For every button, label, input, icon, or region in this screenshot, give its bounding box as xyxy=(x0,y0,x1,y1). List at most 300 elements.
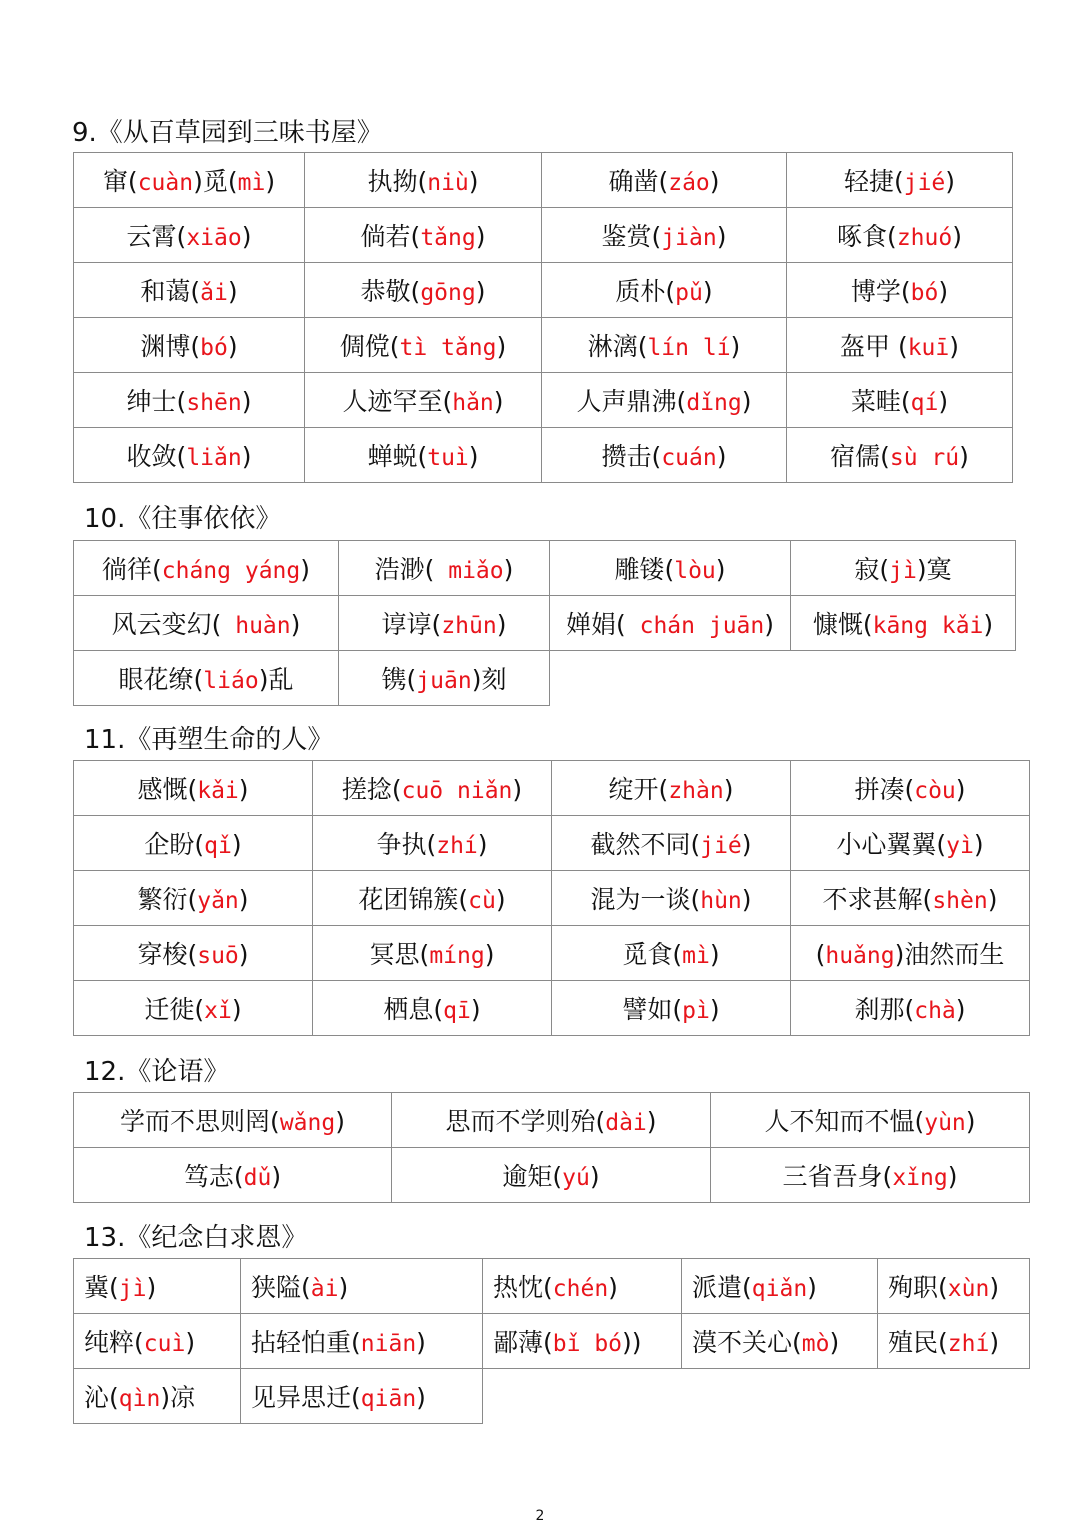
table-row xyxy=(74,318,1013,373)
section-title-9: 9.《从百草园到三味书屋》 xyxy=(72,118,383,148)
word-cell xyxy=(74,1148,392,1203)
paren: ( xyxy=(419,940,430,969)
paren: ) xyxy=(741,885,752,914)
paren: ) xyxy=(987,885,998,914)
word-cell xyxy=(552,816,791,871)
paren: ) xyxy=(231,995,242,1024)
paren: ) xyxy=(265,167,276,196)
pinyin: jì xyxy=(118,1276,147,1302)
pinyin: liáo xyxy=(203,668,259,694)
paren: ) xyxy=(955,775,966,804)
word-text: 狭隘 xyxy=(251,1273,302,1302)
paren: ( xyxy=(424,555,435,584)
word-text: 漠不关心 xyxy=(692,1328,793,1357)
table-row xyxy=(74,871,1030,926)
pinyin: qī xyxy=(443,998,471,1024)
word-text: 和蔼 xyxy=(140,277,191,306)
word-cell xyxy=(711,1148,1030,1203)
word-cell xyxy=(74,208,305,263)
paren: ) xyxy=(227,332,238,361)
paren: ( xyxy=(616,610,626,639)
paren: ) xyxy=(495,885,506,914)
word-text: 鄙薄 xyxy=(493,1328,544,1357)
paren: ( xyxy=(900,387,911,416)
paren: ) xyxy=(741,830,752,859)
word-cell xyxy=(241,1314,483,1369)
paren: ( xyxy=(431,610,442,639)
word-text: 学而不思则罔 xyxy=(120,1107,271,1136)
pinyin: xùn xyxy=(947,1276,990,1302)
paren: ) xyxy=(290,610,301,639)
pinyin: zhūn xyxy=(441,613,497,639)
paren: ) xyxy=(468,167,479,196)
pinyin: hùn xyxy=(700,888,742,914)
word-text: ) xyxy=(631,1328,642,1357)
word-cell xyxy=(791,981,1030,1036)
word-text: 繁衍 xyxy=(137,885,188,914)
word-cell xyxy=(483,1314,682,1369)
word-cell xyxy=(483,1259,682,1314)
paren: ( xyxy=(897,332,908,361)
word-text: 乱 xyxy=(268,665,294,694)
word-text: 寞 xyxy=(926,555,952,584)
word-cell xyxy=(305,263,542,318)
word-cell xyxy=(791,816,1030,871)
word-text: 穿梭 xyxy=(137,940,188,969)
pinyin: qí xyxy=(910,390,939,416)
word-text: 花团锦簇 xyxy=(358,885,459,914)
word-cell xyxy=(74,373,305,428)
word-cell xyxy=(791,596,1016,651)
word-text: 绽开 xyxy=(608,775,659,804)
word-cell xyxy=(552,871,791,926)
pinyin: cù xyxy=(468,888,496,914)
paren: ( xyxy=(410,222,421,251)
word-cell xyxy=(542,208,787,263)
paren: ) xyxy=(241,387,252,416)
pinyin: chà xyxy=(914,998,956,1024)
paren: ( xyxy=(904,775,915,804)
word-cell xyxy=(305,208,542,263)
pinyin: zhí xyxy=(947,1331,990,1357)
word-cell xyxy=(74,428,305,483)
word-cell xyxy=(787,318,1013,373)
paren: ) xyxy=(829,1328,840,1357)
paren: ) xyxy=(484,940,495,969)
pinyin: pǔ xyxy=(675,280,703,306)
paren: ( xyxy=(410,277,421,306)
pinyin: pì xyxy=(682,998,710,1024)
word-cell xyxy=(241,1259,483,1314)
pinyin: juān xyxy=(416,668,472,694)
paren: ( xyxy=(426,830,437,859)
paren: ) xyxy=(238,885,249,914)
word-text: 慷慨 xyxy=(812,610,863,639)
paren: ( xyxy=(651,222,662,251)
word-text: 宿儒 xyxy=(830,442,881,471)
word-cell xyxy=(339,651,550,706)
pinyin: yǎn xyxy=(197,888,239,914)
word-text: 刻 xyxy=(481,665,507,694)
table-row xyxy=(74,1369,1030,1424)
paren: ( xyxy=(882,1162,893,1191)
table-row xyxy=(74,153,1013,208)
paren: ( xyxy=(914,1107,925,1136)
word-text: 啄食 xyxy=(837,222,888,251)
paren: ( xyxy=(922,885,933,914)
paren: ) xyxy=(496,610,507,639)
word-text: 截然不同 xyxy=(590,830,691,859)
pinyin: jiàn xyxy=(661,225,717,251)
paren: ( xyxy=(904,995,915,1024)
paren: ( xyxy=(543,1273,553,1302)
paren: ) xyxy=(496,332,507,361)
word-text: 风云变幻 xyxy=(111,610,212,639)
paren: ( xyxy=(270,1107,280,1136)
word-text: 倜傥 xyxy=(339,332,390,361)
word-text: 窜 xyxy=(102,167,128,196)
paren: ) xyxy=(468,442,479,471)
paren: ) xyxy=(894,940,905,969)
pinyin: jié xyxy=(700,833,742,859)
paren: ( xyxy=(190,277,201,306)
paren: ) xyxy=(949,332,960,361)
word-cell xyxy=(787,153,1013,208)
pinyin: lín lí xyxy=(647,335,731,361)
section-title-11: 11.《再塑生命的人》 xyxy=(84,725,334,755)
table-row xyxy=(74,1259,1030,1314)
word-text: 凉 xyxy=(170,1383,196,1412)
table-row xyxy=(74,263,1013,318)
word-cell xyxy=(74,761,313,816)
paren: ) xyxy=(955,995,966,1024)
paren: ( xyxy=(900,277,911,306)
paren: ( xyxy=(938,1273,948,1302)
word-cell xyxy=(74,1093,392,1148)
word-cell xyxy=(552,926,791,981)
paren: ( xyxy=(676,387,687,416)
word-text: 确凿 xyxy=(608,167,659,196)
paren: ) xyxy=(730,332,741,361)
pinyin: huǎng xyxy=(825,943,895,969)
paren: ( xyxy=(651,442,662,471)
pinyin: niù xyxy=(427,170,469,196)
word-cell xyxy=(305,153,542,208)
word-cell xyxy=(542,153,787,208)
pinyin: tì tǎng xyxy=(399,335,497,361)
word-text: 质朴 xyxy=(615,277,666,306)
word-text: 搓捻 xyxy=(341,775,392,804)
word-cell xyxy=(305,318,542,373)
paren: ( xyxy=(417,167,428,196)
word-text: 见异思迁 xyxy=(251,1383,352,1412)
word-text: 菜畦 xyxy=(850,387,901,416)
paren: ( xyxy=(301,1273,311,1302)
paren: ) xyxy=(716,222,727,251)
paren: ) xyxy=(646,1107,657,1136)
word-cell xyxy=(313,761,552,816)
paren: ) xyxy=(938,277,949,306)
word-text: 觅 xyxy=(202,167,228,196)
word-cell xyxy=(787,263,1013,318)
pinyin: yú xyxy=(562,1165,590,1191)
pinyin: xǐ xyxy=(204,998,232,1024)
pinyin: qǐ xyxy=(204,833,232,859)
pinyin: zhàn xyxy=(668,778,724,804)
paren: ) xyxy=(741,387,752,416)
table-row xyxy=(74,541,1016,596)
word-text: 人迹罕至 xyxy=(342,387,443,416)
word-text: 徜徉 xyxy=(101,555,152,584)
paren: ( xyxy=(664,555,675,584)
paren: ( xyxy=(187,775,198,804)
pinyin: bó xyxy=(200,335,228,361)
paren: ( xyxy=(351,1328,361,1357)
paren: ) xyxy=(709,167,720,196)
paren: ( xyxy=(109,1273,119,1302)
pinyin: jié xyxy=(903,170,946,196)
paren: ) xyxy=(965,1107,976,1136)
paren: ( xyxy=(742,1273,752,1302)
paren: ) xyxy=(416,1328,426,1357)
paren: ( xyxy=(433,995,444,1024)
word-cell xyxy=(74,651,339,706)
word-text: 拈轻怕重 xyxy=(251,1328,352,1357)
table-row xyxy=(74,596,1016,651)
word-text: 派遣 xyxy=(692,1273,743,1302)
word-table-9 xyxy=(73,152,1013,483)
paren: ( xyxy=(176,222,187,251)
paren: ( xyxy=(938,1328,948,1357)
paren: ) xyxy=(146,1273,157,1302)
word-cell xyxy=(542,318,787,373)
pinyin: jì xyxy=(889,558,917,584)
word-table-11 xyxy=(73,760,1030,1036)
table-row xyxy=(74,761,1030,816)
pinyin: dài xyxy=(605,1110,647,1136)
word-cell xyxy=(313,816,552,871)
paren: ( xyxy=(595,1107,606,1136)
word-cell xyxy=(878,1259,1030,1314)
pinyin: qiǎn xyxy=(751,1276,808,1302)
paren: ) xyxy=(271,1162,282,1191)
pinyin: yùn xyxy=(924,1110,966,1136)
pinyin: chán juān xyxy=(625,613,765,639)
pinyin: sù rú xyxy=(889,445,960,471)
pinyin: bǐ bó xyxy=(552,1331,623,1357)
paren: ( xyxy=(351,1383,361,1412)
word-text: 浩渺 xyxy=(374,555,425,584)
paren: ( xyxy=(442,387,453,416)
paren: ( xyxy=(690,885,701,914)
paren: ( xyxy=(893,167,904,196)
paren: ) xyxy=(160,1383,171,1412)
paren: ) xyxy=(764,610,775,639)
paren: ( xyxy=(862,610,873,639)
pinyin: zhí xyxy=(436,833,478,859)
word-text: 刹那 xyxy=(854,995,905,1024)
paren: ( xyxy=(190,332,201,361)
word-text: 渊博 xyxy=(140,332,191,361)
word-text: 笃志 xyxy=(183,1162,234,1191)
word-cell xyxy=(74,596,339,651)
word-text: 纯粹 xyxy=(84,1328,135,1357)
word-cell xyxy=(313,981,552,1036)
pinyin: kāng kǎi xyxy=(872,613,984,639)
paren: ) xyxy=(241,442,252,471)
word-text: 逾矩 xyxy=(502,1162,553,1191)
paren: ) xyxy=(477,830,488,859)
pinyin: chén xyxy=(552,1276,609,1302)
paren: ( xyxy=(134,1328,144,1357)
paren: ) xyxy=(702,277,713,306)
pinyin: miǎo xyxy=(434,558,504,584)
paren: ) xyxy=(416,1383,426,1412)
word-cell xyxy=(392,1093,711,1148)
paren: ) xyxy=(989,1273,1000,1302)
table-row xyxy=(74,981,1030,1036)
word-text: 婵娟 xyxy=(565,610,616,639)
word-text: 鉴赏 xyxy=(601,222,652,251)
pinyin: gōng xyxy=(420,280,476,306)
paren: ) xyxy=(947,1162,958,1191)
paren: ( xyxy=(227,167,238,196)
word-text: 小心翼翼 xyxy=(836,830,937,859)
word-text: 人不知而不愠 xyxy=(764,1107,915,1136)
word-text: 譬如 xyxy=(622,995,673,1024)
word-text: 感慨 xyxy=(137,775,188,804)
paren: ) xyxy=(622,1328,632,1357)
word-cell xyxy=(305,428,542,483)
pinyin: tuì xyxy=(427,445,469,471)
paren: ( xyxy=(391,775,402,804)
word-text: 人声鼎沸 xyxy=(576,387,677,416)
paren: ) xyxy=(989,1328,1000,1357)
word-text: 三省吾身 xyxy=(782,1162,883,1191)
section-title-12: 12.《论语》 xyxy=(84,1057,230,1087)
word-cell xyxy=(542,428,787,483)
word-cell xyxy=(74,153,305,208)
paren: ) xyxy=(475,277,486,306)
word-cell xyxy=(74,981,313,1036)
word-text: 热忱 xyxy=(493,1273,544,1302)
table-row xyxy=(74,926,1030,981)
pinyin: niān xyxy=(360,1331,417,1357)
pinyin: cuán xyxy=(661,445,717,471)
word-cell xyxy=(787,373,1013,428)
paren: ( xyxy=(658,167,669,196)
word-text: 油然而生 xyxy=(904,940,1005,969)
paren: ) xyxy=(238,940,249,969)
paren: ) xyxy=(300,555,311,584)
pinyin: tǎng xyxy=(420,225,476,251)
table-row xyxy=(74,428,1013,483)
paren: ) xyxy=(973,830,984,859)
pinyin: mì xyxy=(237,170,266,196)
pinyin: hǎn xyxy=(452,390,494,416)
table-row xyxy=(74,208,1013,263)
word-text: 攒击 xyxy=(601,442,652,471)
paren: ) xyxy=(335,1107,345,1136)
paren: ) xyxy=(608,1273,618,1302)
word-cell xyxy=(74,871,313,926)
paren: ( xyxy=(887,222,897,251)
word-text: 恭敬 xyxy=(360,277,411,306)
word-cell xyxy=(787,208,1013,263)
paren: ( xyxy=(109,1383,119,1412)
pinyin: cuàn xyxy=(137,170,194,196)
paren: ( xyxy=(552,1162,563,1191)
word-text: 淋漓 xyxy=(587,332,638,361)
paren: ( xyxy=(176,387,187,416)
word-text: 收敛 xyxy=(126,442,177,471)
paren: ) xyxy=(952,222,962,251)
word-cell xyxy=(791,761,1030,816)
word-text: 盔甲 xyxy=(839,332,898,361)
word-cell xyxy=(74,926,313,981)
paren: ( xyxy=(658,775,669,804)
word-cell xyxy=(74,1259,241,1314)
pinyin: bó xyxy=(910,280,939,306)
paren: ) xyxy=(475,222,486,251)
paren: ) xyxy=(241,222,252,251)
paren: ) xyxy=(185,1328,196,1357)
word-cell xyxy=(392,1148,711,1203)
paren: ( xyxy=(672,940,683,969)
paren: ( xyxy=(194,830,205,859)
paren: ) xyxy=(493,387,504,416)
paren: ( xyxy=(233,1162,244,1191)
paren: ) xyxy=(916,555,927,584)
pinyin: ài xyxy=(310,1276,339,1302)
word-cell xyxy=(791,926,1030,981)
paren: ) xyxy=(238,775,249,804)
pinyin: záo xyxy=(668,170,710,196)
word-cell xyxy=(339,596,550,651)
word-text: 轻捷 xyxy=(843,167,894,196)
paren: ) xyxy=(227,277,238,306)
word-text: 拼凑 xyxy=(854,775,905,804)
word-cell xyxy=(74,816,313,871)
pinyin: wǎng xyxy=(279,1110,336,1136)
paren: ) xyxy=(959,442,969,471)
pinyin: huàn xyxy=(221,613,291,639)
word-cell xyxy=(74,1314,241,1369)
word-text: 绅士 xyxy=(126,387,177,416)
paren: ) xyxy=(512,775,523,804)
word-text: 殖民 xyxy=(888,1328,939,1357)
pinyin: còu xyxy=(914,778,956,804)
paren: ( xyxy=(815,940,826,969)
paren: ) xyxy=(709,940,720,969)
paren: ( xyxy=(211,610,222,639)
pinyin: kǎi xyxy=(197,778,239,804)
paren: ( xyxy=(672,995,683,1024)
word-cell xyxy=(339,541,550,596)
word-table-13 xyxy=(73,1258,1030,1424)
table-row xyxy=(74,1148,1030,1203)
word-text: 蝉蜕 xyxy=(367,442,418,471)
paren: ( xyxy=(637,332,648,361)
word-text: 冀 xyxy=(84,1273,110,1302)
paren: ( xyxy=(187,940,198,969)
word-text: 冥思 xyxy=(369,940,420,969)
pinyin: shēn xyxy=(186,390,242,416)
word-table-10 xyxy=(73,540,1016,706)
pinyin: mò xyxy=(801,1331,830,1357)
word-table-12 xyxy=(73,1092,1030,1203)
word-text: 栖息 xyxy=(383,995,434,1024)
